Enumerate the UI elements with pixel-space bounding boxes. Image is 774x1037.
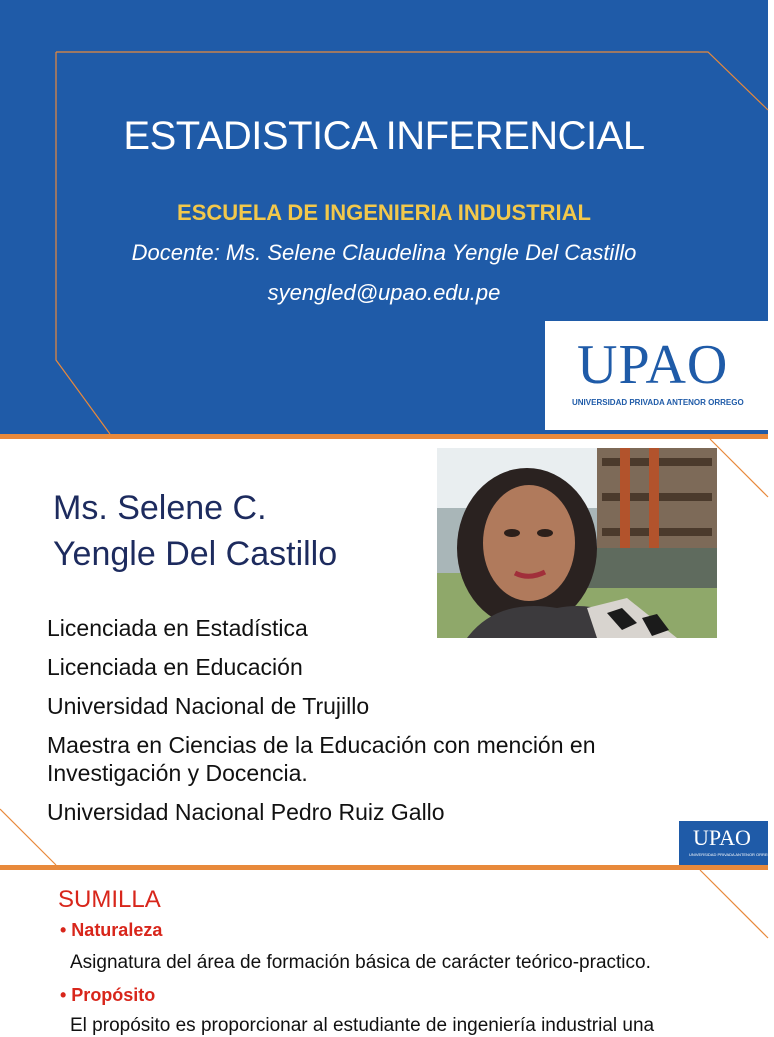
credential-item: Universidad Nacional de Trujillo bbox=[47, 693, 370, 719]
section-heading: SUMILLA bbox=[58, 886, 161, 913]
slide-title: ESTADISTICA INFERENCIAL bbox=[123, 114, 645, 158]
credential-item: Maestra en Ciencias de la Educación con mención en Investigación y Docencia. bbox=[47, 732, 596, 786]
logo-subtitle: UNIVERSIDAD PRIVADA ANTENOR ORREGO bbox=[572, 398, 744, 407]
upao-logo bbox=[545, 321, 768, 430]
credential-item: Licenciada en Educación bbox=[47, 654, 303, 680]
instructor-photo bbox=[437, 448, 717, 638]
instructor-name-line1: Ms. Selene C. bbox=[53, 489, 267, 527]
logo-wordmark: UPAO bbox=[577, 334, 729, 396]
instructor-credentials bbox=[47, 614, 707, 837]
credential-item: Licenciada en Estadística bbox=[47, 615, 308, 641]
logo-subtitle: UNIVERSIDAD PRIVADA ANTENOR ORREGO bbox=[689, 852, 774, 857]
instructor-line: Docente: Ms. Selene Claudelina Yengle Del Castillo bbox=[131, 240, 637, 265]
instructor-name-line2: Yengle Del Castillo bbox=[53, 535, 338, 573]
school-name: ESCUELA DE INGENIERIA INDUSTRIAL bbox=[177, 200, 591, 225]
proposito-text: El propósito es proporcionar al estudiante de ingeniería industrial una bbox=[70, 1015, 655, 1036]
naturaleza-text: Asignatura del área de formación básica de carácter teórico-practico. bbox=[70, 952, 651, 973]
upao-logo-small bbox=[679, 821, 774, 865]
logo-wordmark: UPAO bbox=[693, 825, 751, 850]
bullet-proposito: • Propósito bbox=[60, 985, 156, 1005]
instructor-slide bbox=[0, 439, 774, 865]
title-slide bbox=[0, 0, 768, 434]
sumilla-slide bbox=[0, 870, 768, 1036]
credential-item: Universidad Nacional Pedro Ruiz Gallo bbox=[47, 799, 445, 825]
instructor-email: syengled@upao.edu.pe bbox=[267, 280, 501, 305]
bullet-naturaleza: • Naturaleza bbox=[60, 920, 163, 940]
